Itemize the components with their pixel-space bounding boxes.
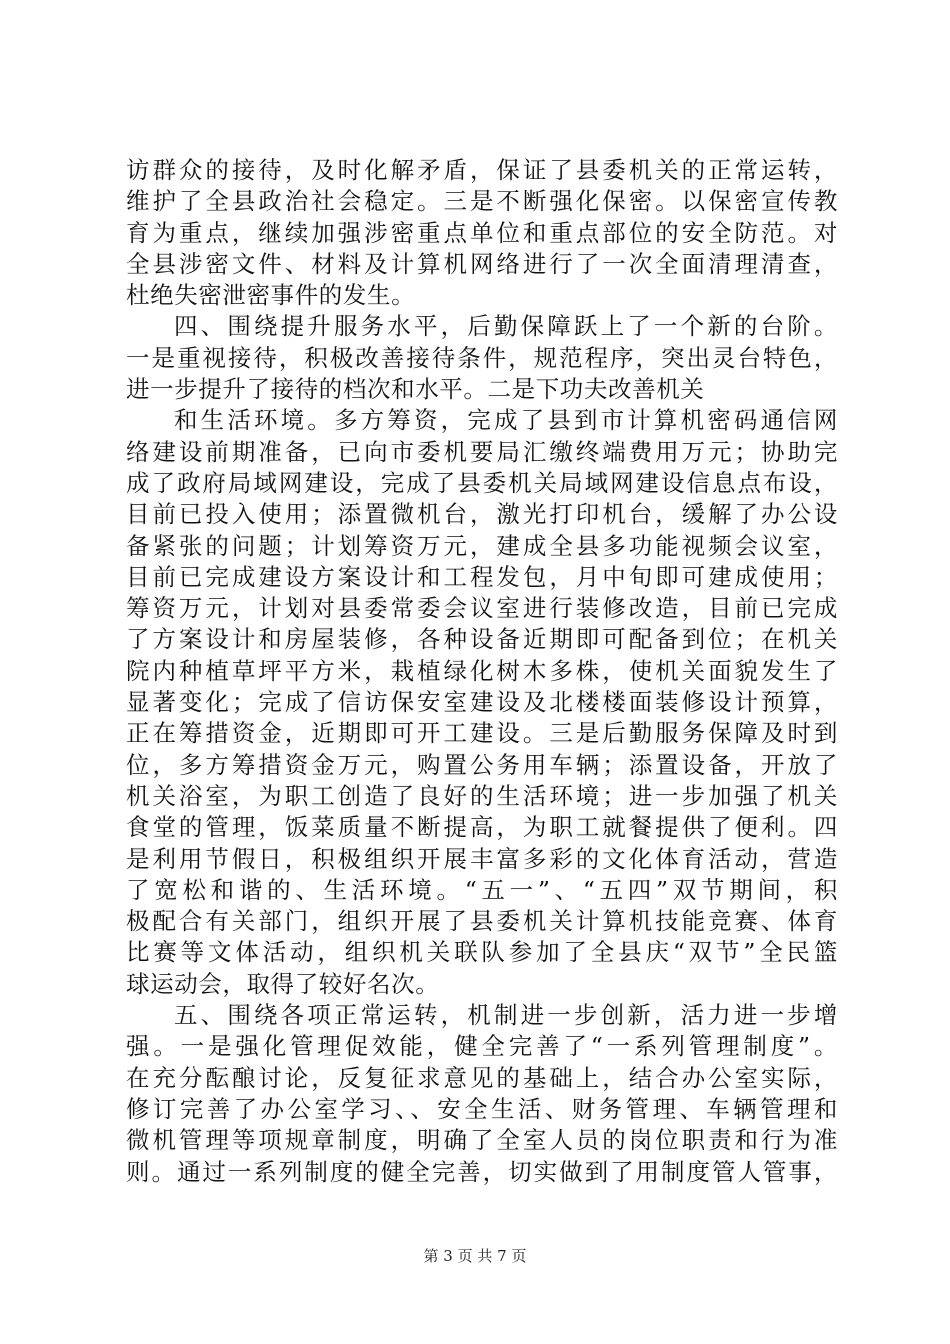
- text-line: 备紧张的问题；计划筹资万元，建成全县多功能视频会议室，: [126, 531, 838, 560]
- text-line: 杜绝失密泄密事件的发生。: [126, 281, 416, 310]
- text-line: 育为重点，继续加强涉密重点单位和重点部位的安全防范。对: [126, 218, 838, 247]
- text-line: 进一步提升了接待的档次和水平。二是下功夫改善机关: [126, 375, 705, 404]
- text-line: 球运动会，取得了较好名次。: [126, 969, 440, 998]
- page-footer: [0, 1245, 950, 1266]
- text-line: 位，多方筹措资金万元，购置公务用车辆；添置设备，开放了: [126, 750, 838, 779]
- text-line: 微机管理等项规章制度，明确了全室人员的岗位职责和行为准: [126, 1126, 838, 1155]
- text-line: 机关浴室，为职工创造了良好的生活环境；进一步加强了机关: [126, 781, 838, 810]
- text-line: 访群众的接待，及时化解矛盾，保证了县委机关的正常运转，: [126, 156, 838, 184]
- text-line: 比赛等文体活动，组织机关联队参加了全县庆“双节”全民篮: [126, 938, 838, 967]
- text-line: 和生活环境。多方筹资，完成了县到市计算机密码通信网: [174, 406, 838, 435]
- text-line: 络建设前期准备，已向市委机要局汇缴终端费用万元；协助完: [126, 437, 838, 466]
- text-line: 强。一是强化管理促效能，健全完善了“一系列管理制度”。: [126, 1032, 838, 1061]
- text-line: 修订完善了办公室学习、、安全生活、财务管理、车辆管理和: [126, 1094, 838, 1123]
- text-line: 一是重视接待，积极改善接待条件，规范程序，突出灵台特色，: [126, 343, 838, 372]
- text-line: 维护了全县政治社会稳定。三是不断强化保密。以保密宣传教: [126, 187, 838, 216]
- document-body: [126, 155, 838, 1188]
- text-line: 全县涉密文件、材料及计算机网络进行了一次全面清理清查，: [126, 249, 838, 278]
- text-line: 四、围绕提升服务水平，后勤保障跃上了一个新的台阶。: [174, 312, 838, 341]
- text-line: 则。通过一系列制度的健全完善，切实做到了用制度管人管事，: [126, 1157, 838, 1186]
- text-line: 食堂的管理，饭菜质量不断提高，为职工就餐提供了便利。四: [126, 813, 838, 842]
- text-line: 正在筹措资金，近期即可开工建设。三是后勤服务保障及时到: [126, 719, 838, 748]
- page-number: 第 3 页 共 7 页: [423, 1247, 527, 1265]
- text-line: 成了政府局域网建设，完成了县委机关局域网建设信息点布设，: [126, 468, 838, 497]
- text-line: 是利用节假日，积极组织开展丰富多彩的文化体育活动，营造: [126, 844, 838, 873]
- text-line: 了宽松和谐的、生活环境。“五一”、“五四”双节期间，积: [126, 875, 838, 904]
- text-line: 目前已完成建设方案设计和工程发包，月中旬即可建成使用；: [126, 562, 838, 591]
- text-line: 了方案设计和房屋装修，各种设备近期即可配备到位；在机关: [126, 625, 838, 654]
- text-line: 院内种植草坪平方米，栽植绿化树木多株，使机关面貌发生了: [126, 656, 838, 685]
- text-line: 五、围绕各项正常运转，机制进一步创新，活力进一步增: [174, 1001, 838, 1030]
- text-line: 极配合有关部门，组织开展了县委机关计算机技能竞赛、体育: [126, 907, 838, 936]
- text-line: 目前已投入使用；添置微机台，激光打印机台，缓解了办公设: [126, 500, 838, 529]
- text-line: 筹资万元，计划对县委常委会议室进行装修改造，目前已完成: [126, 594, 838, 623]
- text-line: 在充分酝酿讨论，反复征求意见的基础上，结合办公室实际，: [126, 1063, 838, 1092]
- text-line: 显著变化；完成了信访保安室建设及北楼楼面装修设计预算，: [126, 688, 838, 717]
